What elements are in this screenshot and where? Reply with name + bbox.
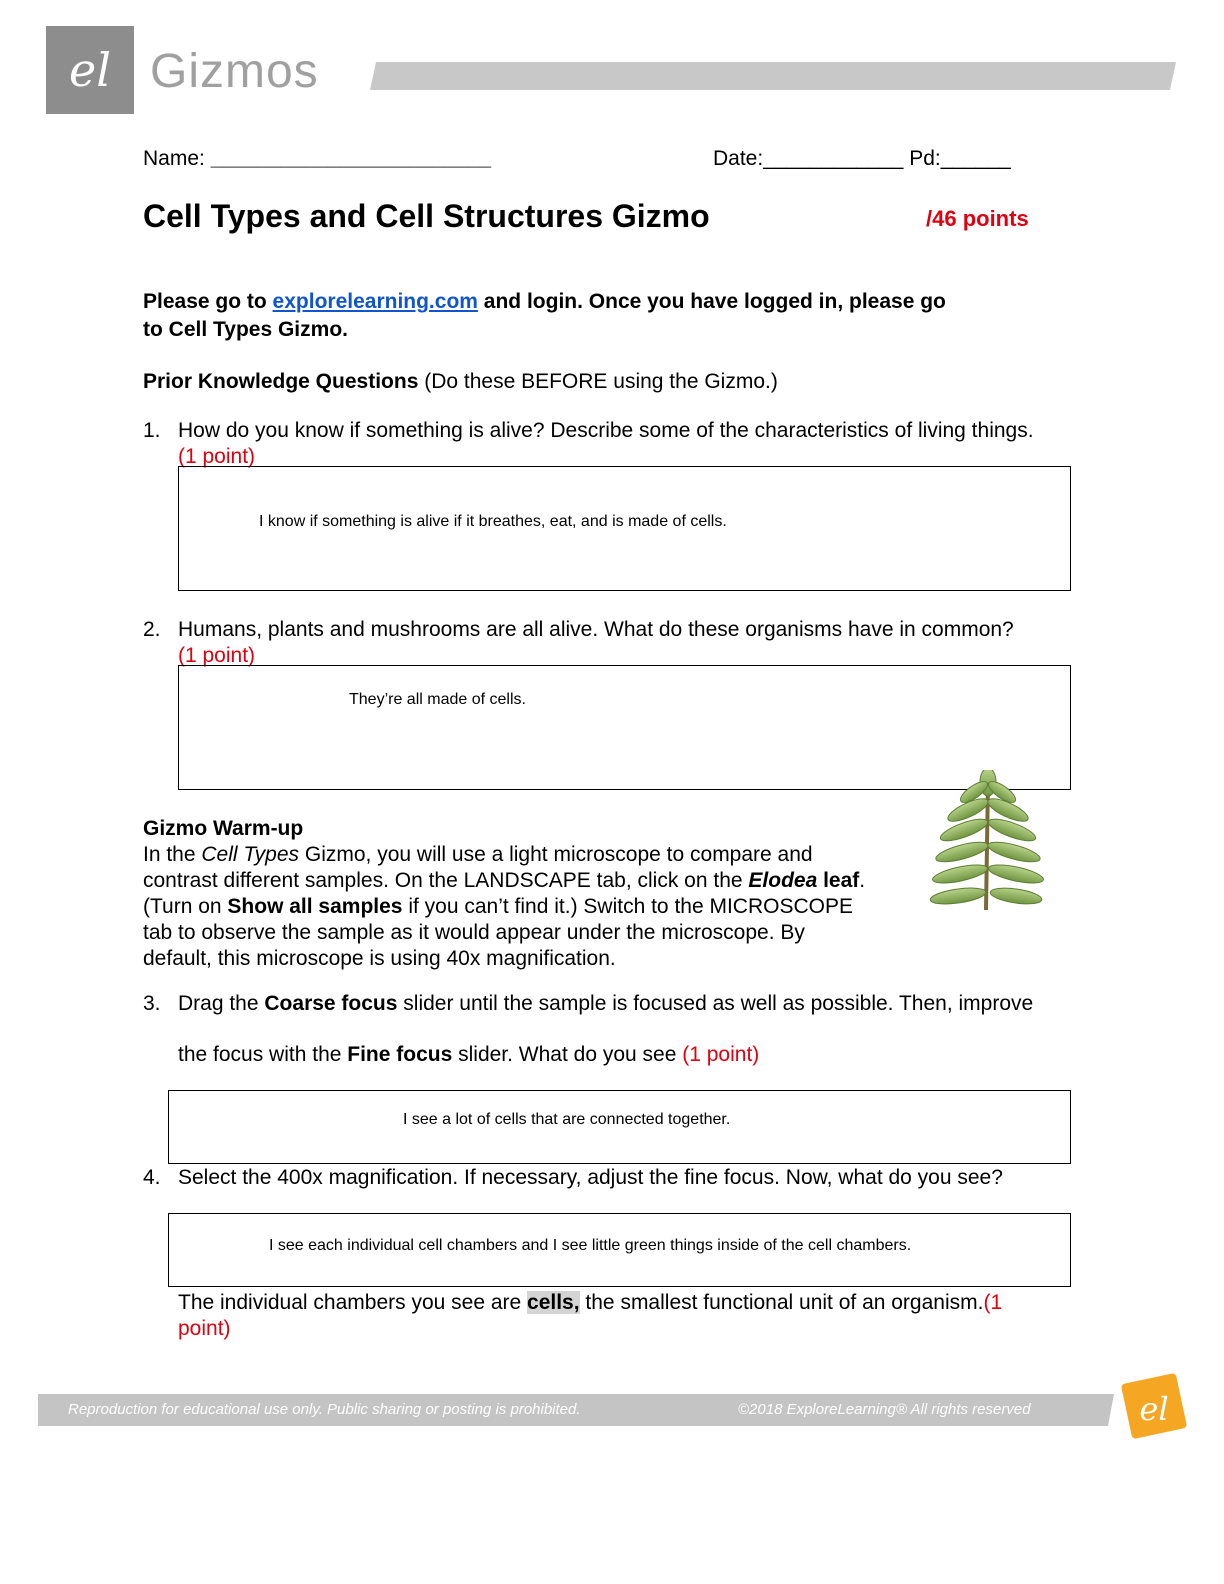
q2-text: Humans, plants and mushrooms are all alive. What do these organisms have in common? (1 point): [178, 617, 1078, 669]
q3-answer: I see a lot of cells that are connected together.: [403, 1111, 731, 1128]
q4-answer-box[interactable]: [168, 1213, 1071, 1287]
gizmos-logo: [46, 26, 134, 114]
name-line: ________________________: [210, 147, 492, 170]
q3-answer-box[interactable]: [168, 1090, 1071, 1164]
q3-line2: the focus with the Fine focus slider. What do you see (1 point): [178, 1043, 760, 1066]
warmup-section: Gizmo Warm-up In the Cell Types Gizmo, you will use a light microscope to compare and contrast different samples. On the LANDSCAPE tab, click on the Elodea leaf. (Turn on Show all samples if you can’t find it.) Switch to the MICROSCOPE tab to observe the sample as it would appear under the microscope. By default, this microscope is using 40x magnification.: [143, 816, 903, 972]
explorelearning-link[interactable]: explorelearning.com: [272, 290, 478, 313]
q1-points: (1 point): [178, 445, 256, 468]
footer-copyright-notice: Reproduction for educational use only. Public sharing or posting is prohibited.: [68, 1401, 581, 1418]
date-label: Date:: [713, 147, 764, 170]
page-title: Cell Types and Cell Structures Gizmo: [143, 198, 710, 234]
pd-line: ______: [940, 147, 1011, 170]
cells-highlight: cells,: [527, 1291, 580, 1314]
q1-answer-box[interactable]: [178, 466, 1071, 591]
q4-number: 4.: [143, 1166, 161, 1189]
footer-rights: ©2018 ExploreLearning® All rights reserved: [738, 1401, 1031, 1418]
q3-number: 3.: [143, 992, 161, 1015]
q4-text: Select the 400x magnification. If necessary, adjust the fine focus. Now, what do you see?: [178, 1166, 1003, 1189]
brand-name: Gizmos: [150, 45, 319, 98]
cells-statement: The individual chambers you see are cells, the smallest functional unit of an organism.(1 point): [178, 1291, 1003, 1340]
q2-points: (1 point): [178, 644, 256, 667]
q2-number: 2.: [143, 618, 161, 641]
header-banner: [370, 62, 1176, 90]
date-field: [713, 146, 1011, 172]
q1-answer: I know if something is alive if it breathes, eat, and is made of cells.: [259, 513, 727, 530]
q4-answer: I see each individual cell chambers and I see little green things inside of the cell chambers.: [269, 1237, 912, 1254]
name-field: [143, 146, 491, 172]
q3-line1: Drag the Coarse focus slider until the sample is focused as well as possible. Then, improve: [178, 992, 1034, 1015]
name-label: Name:: [143, 147, 205, 170]
points-total: /46 points: [926, 206, 1029, 231]
prior-knowledge-heading: Prior Knowledge Questions (Do these BEFORE using the Gizmo.): [143, 370, 778, 393]
q1-number: 1.: [143, 419, 161, 442]
footer-el-logo-icon: [1112, 1368, 1192, 1444]
warmup-heading: Gizmo Warm-up: [143, 817, 304, 840]
pd-label: Pd:: [909, 147, 941, 170]
q1-text: How do you know if something is alive? Describe some of the characteristics of living things. (1 point): [178, 418, 1078, 470]
q3-points: (1 point): [682, 1043, 760, 1066]
el-logo-icon: [46, 26, 134, 114]
intro-text: Please go to explorelearning.com and login. Once you have logged in, please go to Cell Types Gizmo.: [143, 290, 946, 341]
elodea-plant-image: [928, 770, 1048, 912]
svg-text:el: el: [1139, 1390, 1169, 1428]
q2-answer: They’re all made of cells.: [349, 691, 526, 708]
date-line: ____________: [763, 147, 904, 170]
svg-text:el: el: [69, 43, 111, 97]
